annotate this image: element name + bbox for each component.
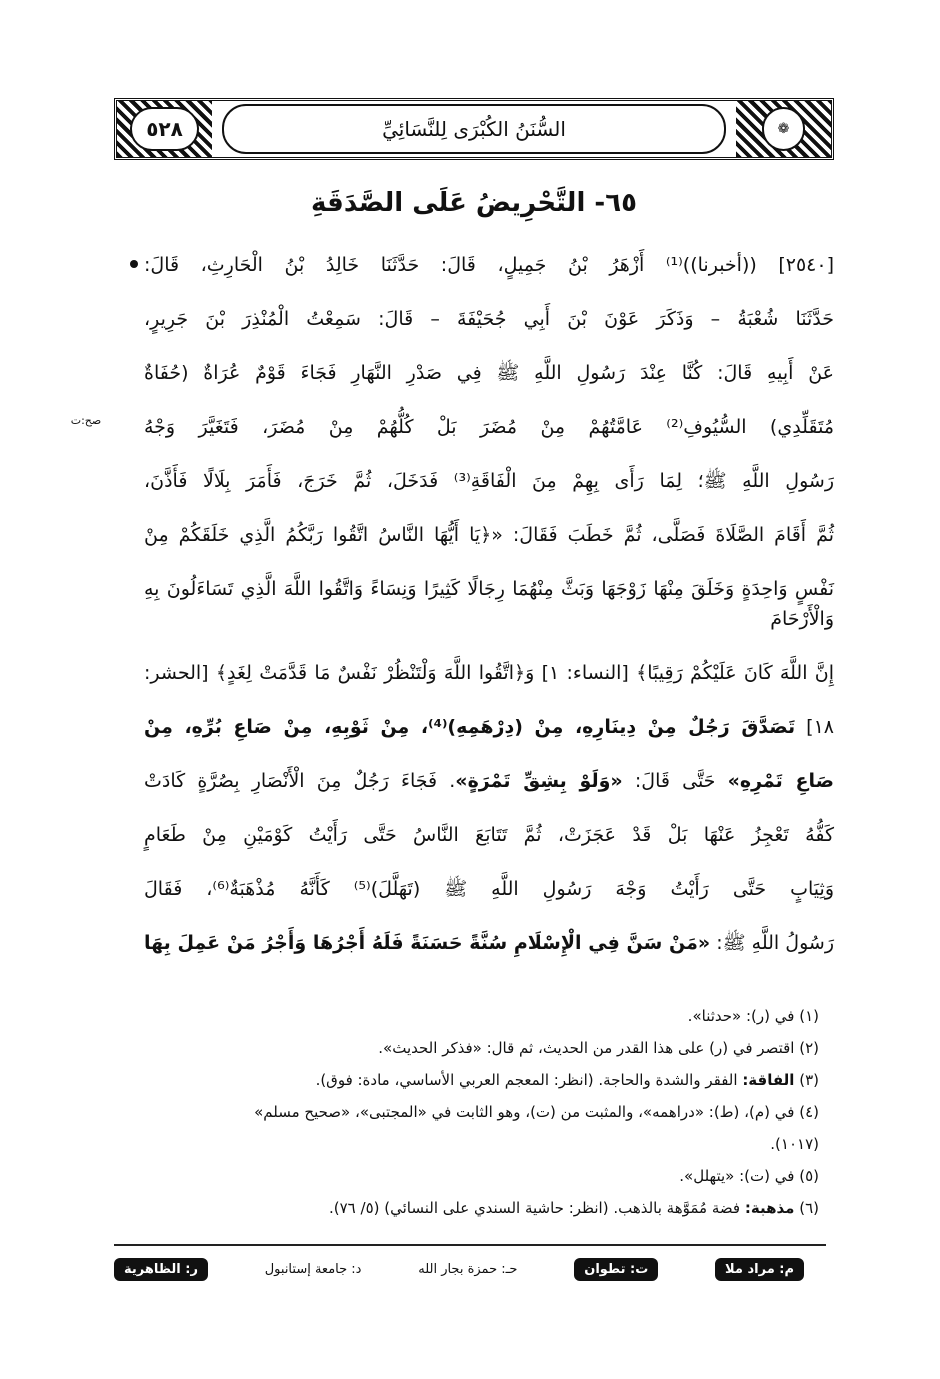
text-segment: رَسُولُ اللَّهِ ﷺ: [710,932,835,954]
siglum-t: ت: تطوان [574,1258,658,1281]
footnote [114,1192,819,1224]
text-line [144,754,834,808]
text-line [144,292,834,346]
text-line [144,454,834,508]
text-line [144,808,834,862]
section-title: ٦٥- التَّحْرِيضُ عَلَى الصَّدَقَةِ [311,188,637,218]
footnote-continuation: (١٠١٧). [770,1135,819,1153]
text-segment: كَفُّهُ تَعْجِزُ عَنْهَا بَلْ قَدْ عَجَزَتْ، ثُمَّ تَتَابَعَ النَّاسُ حَتَّى رَأَيْتُ كَوْمَيْنِ مِنْ طَعَامٍ [144,824,834,846]
book-page [70,0,835,1284]
footnote-text: في (ر): «حدثنا». [687,1007,795,1025]
footer-rule [114,1244,826,1246]
text-line [144,508,834,562]
text-segment: نَفْسٍ وَاحِدَةٍ وَخَلَقَ مِنْهَا زَوْجَهَا وَبَثَّ مِنْهُمَا رِجَالًا كَثِيرًا وَنِسَاءً وَاتَّقُوا اللَّهَ الَّذِي تَسَاءَلُونَ بِهِ وَالْأَرْحَامَ [144,578,834,630]
text-segment: . فَجَاءَ رَجُلٌ مِنَ الْأَنْصَارِ بِصُرَّةٍ كَادَتْ [144,770,456,792]
book-logo-ornament [736,101,831,157]
footnote-term: مذهبة: [744,1199,795,1217]
text-segment: ١٨] [795,716,834,738]
manuscript-sigla-footer [114,1254,804,1284]
running-header [114,98,834,160]
text-segment: حَتَّى قَالَ: [622,770,728,792]
footnote-term: الفاقة: [742,1071,795,1089]
footnote [114,1000,819,1032]
siglum-d: د: جامعة إستانبول [264,1261,362,1277]
hadith-emphasis: تَصَدَّقَ رَجُلٌ مِنْ دِينَارِهِ، مِنْ (دِرْهَمِهِ)⁽⁴⁾، مِنْ ثَوْبِهِ، مِنْ صَاعِ بُرِّهِ، مِنْ [144,716,796,738]
footnote [114,1032,819,1064]
text-segment: مُتَقَلِّدِي) السُّيُوفِ⁽²⁾ عَامَّتُهُمْ مِنْ مُضَرَ بَلْ كُلُّهُمْ مِنْ مُضَرَ، فَتَغَيَّرَ وَجْهُ [144,416,834,438]
siglum-h: حـ: حمزة بجار الله [418,1261,518,1277]
footnote [114,1096,819,1160]
hadith-text [144,238,834,970]
text-line [144,700,834,754]
siglum-r: ر: الظاهرية [114,1258,208,1281]
page-number: ٥٢٨ [130,107,199,151]
text-segment: وَثِيَابٍ حَتَّى رَأَيْتُ وَجْهَ رَسُولِ اللَّهِ ﷺ (تَهَلَّلَ)⁽⁵⁾ كَأَنَّهُ مُذْهَبَةٌ⁽⁶⁾، فَقَالَ [144,878,835,900]
hadith-bullet-icon [130,260,138,268]
text-line [144,916,834,970]
hadith-emphasis: صَاعِ تَمْرِهِ» [727,770,835,792]
text-line [144,862,834,916]
footnote-number: (٥) [799,1167,819,1185]
book-logo: ❁ [762,107,806,151]
hadith-emphasis: «وَلَوْ بِشِقِّ تَمْرَةٍ» [455,770,623,792]
text-segment: إِنَّ اللَّهَ كَانَ عَلَيْكُمْ رَقِيبًا﴾ [النساء: ١] وَ﴿اتَّقُوا اللَّهَ وَلْتَنْظُرْ نَفْسٌ مَا قَدَّمَتْ لِغَدٍ﴾ [الحشر: [144,662,834,684]
footnote-number: (٢) [799,1039,819,1057]
book-title: السُّنَنُ الكُبْرَى لِلنَّسَائِيِّ [222,104,726,154]
hadith-block [70,238,835,970]
footnote-text: اقتصر في (ر) على هذا القدر من الحديث، ثم قال: «فذكر الحديث». [378,1039,795,1057]
footnote-text: في (م)، (ط): «دراهمه»، والمثبت من (ت)، وهو الثابت في «المجتبى»، «صحيح مسلم» [254,1103,795,1121]
text-line [144,646,834,700]
text-line [144,238,834,292]
footnote [114,1064,819,1096]
text-segment: عَنْ أَبِيهِ قَالَ: كُنَّا عِنْدَ رَسُولِ اللَّهِ ﷺ فِي صَدْرِ النَّهَارِ فَجَاءَ قَوْمٌ عُرَاةٌ (حُفَاةٌ [144,362,834,384]
footnote-number: (٦) [799,1199,819,1217]
text-line [144,562,834,646]
footnote-number: (٤) [799,1103,819,1121]
footnote [114,1160,819,1192]
hadith-emphasis: «مَنْ سَنَّ فِي الْإِسْلَامِ سُنَّةً حَسَنَةً فَلَهُ أَجْرُهَا وَأَجْرُ مَنْ عَمِلَ بِهَا [144,932,711,954]
footnote-number: (٣) [799,1071,819,1089]
text-line [144,346,834,400]
footnote-text: الفقر والشدة والحاجة. (انظر: المعجم العربي الأساسي، مادة: فوق). [315,1071,738,1089]
text-line [144,400,834,454]
footnote-text: في (ت): «يتهلل». [679,1167,795,1185]
text-segment: حَدَّثَنَا شُعْبَةُ – وَذَكَرَ عَوْنَ بْنَ أَبِي جُحَيْفَةَ – قَالَ: سَمِعْتُ الْمُنْذِرَ بْنَ جَرِيرٍ، [144,308,834,330]
text-segment: [٢٥٤٠] ((أخبرنا))⁽¹⁾ أَزْهَرُ بْنُ جَمِيلٍ، قَالَ: حَدَّثَنَا خَالِدُ بْنُ الْحَارِثِ، قَالَ: [144,254,835,276]
footnote-number: (١) [799,1007,819,1025]
text-segment: رَسُولِ اللَّهِ ﷺ؛ لِمَا رَأَى بِهِمْ مِنَ الْفَاقَةِ⁽³⁾ فَدَخَلَ، ثُمَّ خَرَجَ، فَأَمَرَ بِلَالًا فَأَذَّنَ، [144,470,834,492]
text-segment: ثُمَّ أَقَامَ الصَّلَاةَ فَصَلَّى، ثُمَّ خَطَبَ فَقَالَ: «﴿يَا أَيُّهَا النَّاسُ اتَّقُوا رَبَّكُمُ الَّذِي خَلَقَكُمْ مِنْ [144,524,834,546]
footnotes [114,1000,819,1224]
footnote-text: فضة مُمَوَّهة بالذهب. (انظر: حاشية السندي على النسائي) (٥/ ٧٦). [328,1199,741,1217]
margin-note: صح:ت [70,414,102,427]
siglum-m: م: مراد ملا [715,1258,804,1281]
page-number-ornament [117,101,212,157]
